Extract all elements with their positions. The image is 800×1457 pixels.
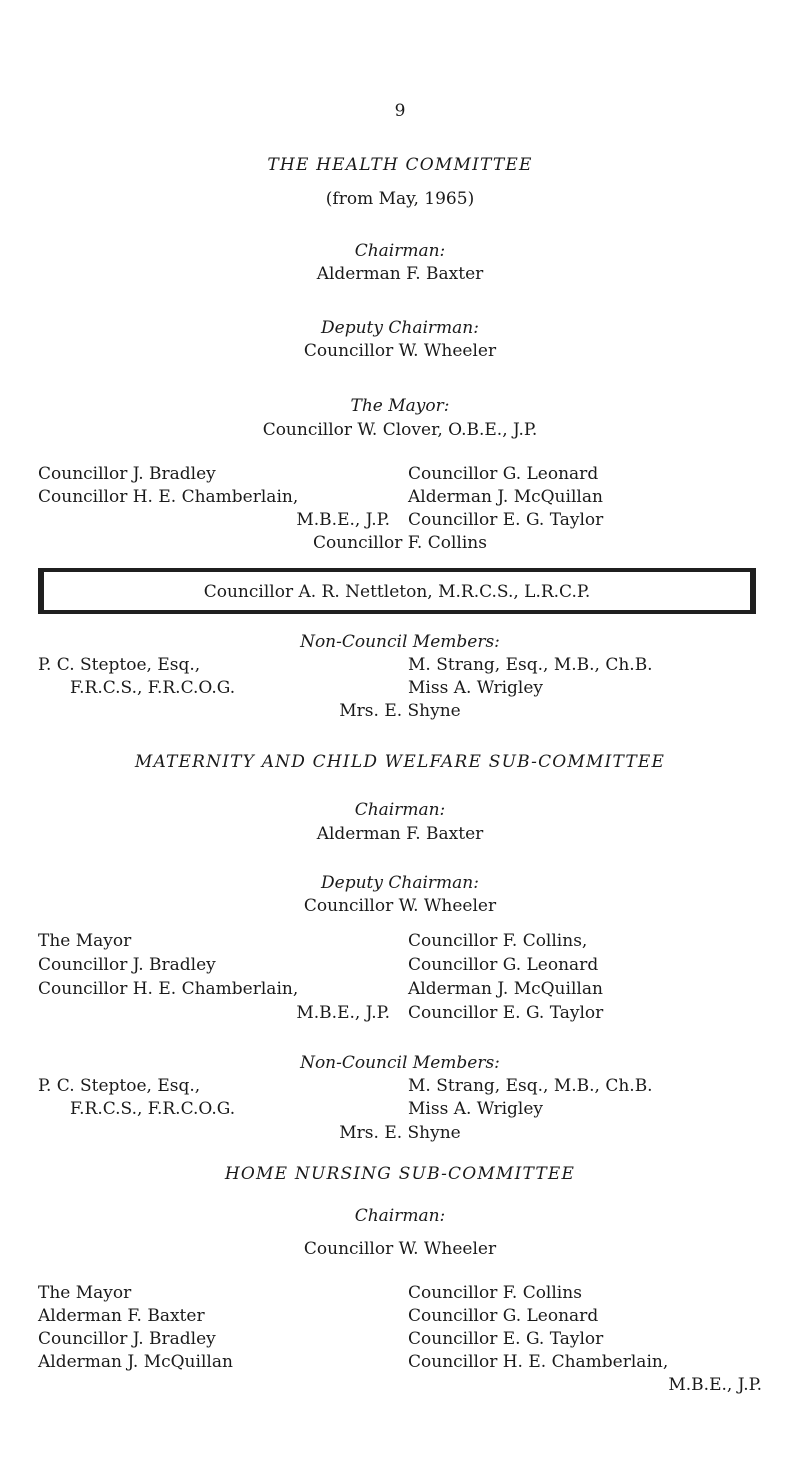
page-number: 9 xyxy=(394,101,406,121)
health-chairman: Alderman F. Baxter xyxy=(316,264,484,284)
home-nursing-member-left: The Mayor xyxy=(38,1283,132,1303)
health-mayor-label: The Mayor: xyxy=(350,396,450,416)
maternity-non-council-right: Miss A. Wrigley xyxy=(408,1099,544,1119)
health-non-council-right: Miss A. Wrigley xyxy=(408,678,544,698)
maternity-non-council-left: P. C. Steptoe, Esq., xyxy=(38,1076,201,1096)
maternity-member-right: Councillor E. G. Taylor xyxy=(408,1003,604,1023)
health-chairman-label: Chairman: xyxy=(354,241,446,261)
health-non-council-label: Non-Council Members: xyxy=(300,632,500,652)
health-deputy-label: Deputy Chairman: xyxy=(321,318,479,338)
health-member-center: Councillor F. Collins xyxy=(313,533,487,553)
health-non-council-right: M. Strang, Esq., M.B., Ch.B. xyxy=(408,655,653,675)
health-member-right: Alderman J. McQuillan xyxy=(408,487,603,507)
maternity-member-left: M.B.E., J.P. xyxy=(296,1003,390,1023)
home-nursing-member-right: Councillor F. Collins xyxy=(408,1283,582,1303)
home-nursing-member-left: Councillor J. Bradley xyxy=(38,1329,216,1349)
maternity-member-right: Councillor F. Collins, xyxy=(408,931,588,951)
maternity-non-council-center: Mrs. E. Shyne xyxy=(339,1123,461,1143)
home-nursing-member-right: Councillor H. E. Chamberlain, xyxy=(408,1352,669,1372)
health-committee-subtitle: (from May, 1965) xyxy=(325,189,475,209)
maternity-non-council-left: F.R.C.S., F.R.C.O.G. xyxy=(70,1099,236,1119)
maternity-member-right: Councillor G. Leonard xyxy=(408,955,599,975)
home-nursing-member-left: Alderman J. McQuillan xyxy=(38,1352,233,1372)
maternity-deputy: Councillor W. Wheeler xyxy=(303,896,497,916)
home-nursing-member-right-tail: M.B.E., J.P. xyxy=(668,1375,762,1395)
maternity-non-council-right: M. Strang, Esq., M.B., Ch.B. xyxy=(408,1076,653,1096)
health-non-council-left: P. C. Steptoe, Esq., xyxy=(38,655,201,675)
maternity-deputy-label: Deputy Chairman: xyxy=(321,873,479,893)
health-member-left: Councillor J. Bradley xyxy=(38,464,216,484)
health-member-left: M.B.E., J.P. xyxy=(296,510,390,530)
health-member-right: Councillor E. G. Taylor xyxy=(408,510,604,530)
health-non-council-left: F.R.C.S., F.R.C.O.G. xyxy=(70,678,236,698)
health-member-right: Councillor G. Leonard xyxy=(408,464,599,484)
boxed-member: Councillor A. R. Nettleton, M.R.C.S., L.R.C.P. xyxy=(203,582,591,602)
health-member-left: Councillor H. E. Chamberlain, xyxy=(38,487,299,507)
maternity-member-left: Councillor J. Bradley xyxy=(38,955,216,975)
home-nursing-chairman-label: Chairman: xyxy=(354,1206,446,1226)
home-nursing-chairman: Councillor W. Wheeler xyxy=(303,1239,497,1259)
maternity-chairman: Alderman F. Baxter xyxy=(316,824,484,844)
maternity-title: MATERNITY AND CHILD WELFARE SUB-COMMITTEE xyxy=(134,752,666,772)
home-nursing-member-right: Councillor G. Leonard xyxy=(408,1306,599,1326)
home-nursing-member-left: Alderman F. Baxter xyxy=(38,1306,205,1326)
home-nursing-member-right: Councillor E. G. Taylor xyxy=(408,1329,604,1349)
maternity-member-left: Councillor H. E. Chamberlain, xyxy=(38,979,299,999)
health-committee-title: THE HEALTH COMMITTEE xyxy=(267,155,533,175)
maternity-chairman-label: Chairman: xyxy=(354,800,446,820)
boxed-member-frame xyxy=(38,568,756,614)
health-mayor: Councillor W. Clover, O.B.E., J.P. xyxy=(262,420,538,440)
health-deputy: Councillor W. Wheeler xyxy=(303,341,497,361)
maternity-member-right: Alderman J. McQuillan xyxy=(408,979,603,999)
health-non-council-center: Mrs. E. Shyne xyxy=(339,701,461,721)
maternity-member-left: The Mayor xyxy=(38,931,132,951)
home-nursing-title: HOME NURSING SUB-COMMITTEE xyxy=(224,1164,576,1184)
maternity-non-council-label: Non-Council Members: xyxy=(300,1053,500,1073)
